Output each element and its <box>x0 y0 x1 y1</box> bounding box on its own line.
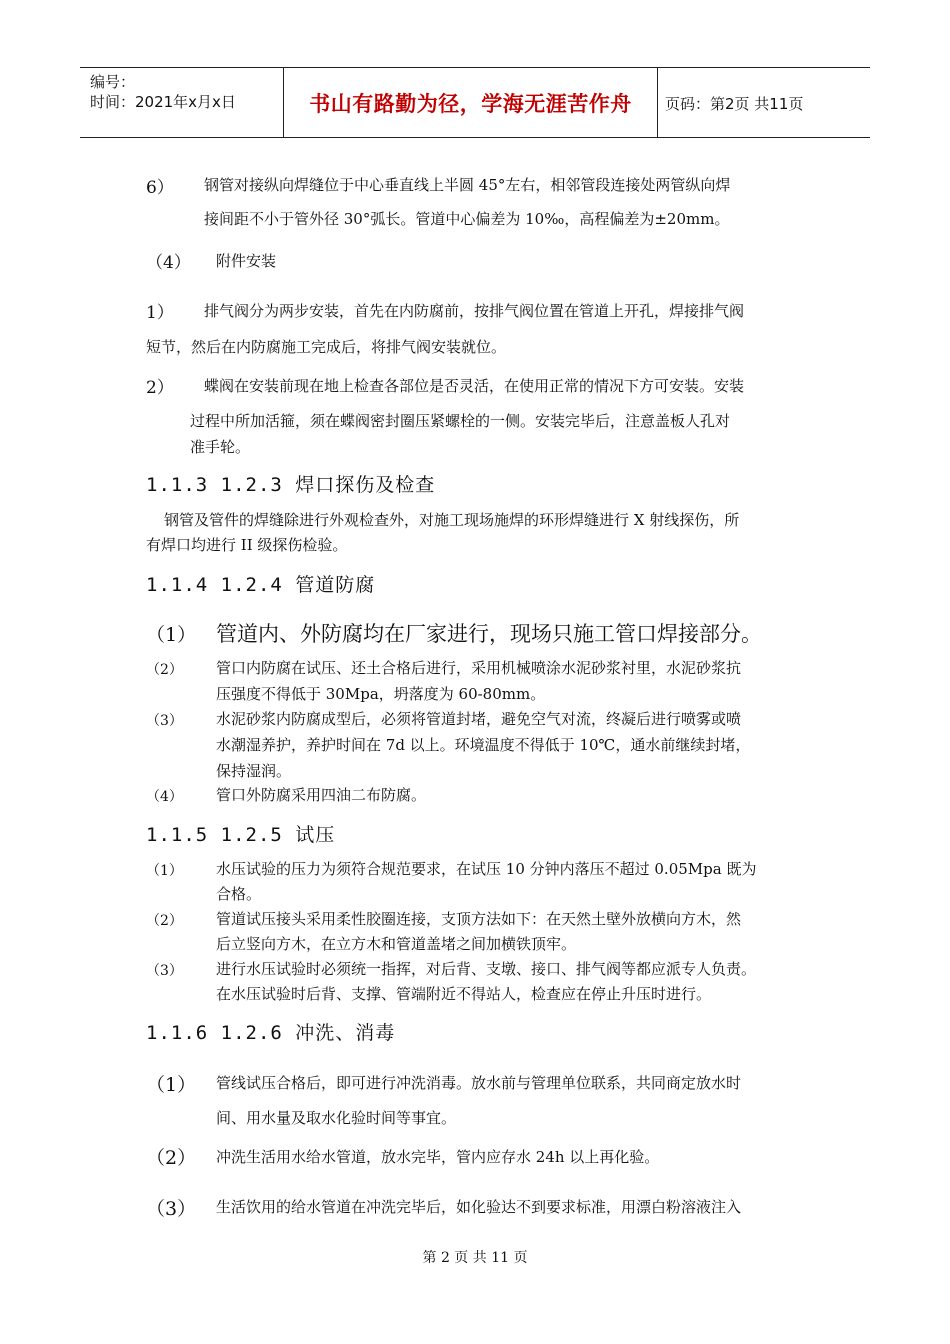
item-number: （3） <box>146 1198 197 1220</box>
paragraph-line: 准手轮。 <box>190 438 251 456</box>
header-divider-2 <box>657 68 658 137</box>
paragraph-line: 短节，然后在内防腐施工完成后，将排气阀安装就位。 <box>146 338 507 356</box>
paragraph-line: 间、用水量及取水化验时间等事宜。 <box>216 1109 457 1127</box>
paragraph-line: 有焊口均进行 II 级探伤检验。 <box>146 536 348 554</box>
section-heading: 1.1.6 1.2.6 冲洗、消毒 <box>146 1022 396 1044</box>
page-number-label: 页码：第2页 共11页 <box>665 95 804 113</box>
item-number: （2） <box>146 662 183 678</box>
paragraph-line: 接间距不小于管外径 30°弧长。管道中心偏差为 10‰，高程偏差为±20mm。 <box>204 210 730 228</box>
section-heading: 1.1.5 1.2.5 试压 <box>146 824 336 846</box>
section-number: （4） <box>146 253 191 273</box>
paragraph-line: 管线试压合格后，即可进行冲洗消毒。放水前与管理单位联系，共同商定放水时 <box>216 1074 742 1092</box>
paragraph-line: 管道内、外防腐均在厂家进行，现场只施工管口焊接部分。 <box>216 622 762 646</box>
paragraph-line: 水压试验的压力为须符合规范要求，在试压 10 分钟内落压不超过 0.05Mpa 既为 <box>216 860 757 878</box>
item-number: 1） <box>146 303 174 323</box>
page-footer: 第 2 页 共 11 页 <box>422 1250 528 1266</box>
paragraph-line: 排气阀分为两步安装，首先在内防腐前，按排气阀位置在管道上开孔，焊接排气阀 <box>204 302 745 320</box>
item-number: （4） <box>146 789 183 805</box>
paragraph-line: 管道试压接头采用柔性胶圈连接，支顶方法如下：在天然土壁外放横向方木，然 <box>216 910 742 928</box>
serial-label: 编号： <box>90 73 136 91</box>
paragraph-line: 冲洗生活用水给水管道，放水完毕，管内应存水 24h 以上再化验。 <box>216 1148 660 1166</box>
paragraph-line: 保持湿润。 <box>216 762 292 780</box>
item-number: （3） <box>146 963 183 979</box>
header-motto: 书山有路勤为径，学海无涯苦作舟 <box>309 91 632 116</box>
item-number: 2） <box>146 378 174 398</box>
paragraph-line: 管口外防腐采用四油二布防腐。 <box>216 786 427 804</box>
paragraph-line: 后立竖向方木，在立方木和管道盖堵之间加横铁顶牢。 <box>216 935 577 953</box>
paragraph-line: 生活饮用的给水管道在冲洗完毕后，如化验达不到要求标准，用漂白粉溶液注入 <box>216 1198 742 1216</box>
item-number: （2） <box>146 913 183 929</box>
paragraph-line: 蝶阀在安装前现在地上检查各部位是否灵活，在使用正常的情况下方可安装。安装 <box>204 377 745 395</box>
paragraph-line: 合格。 <box>216 885 262 903</box>
item-number: 6） <box>146 178 174 198</box>
time-label: 时间：2021年x月x日 <box>90 93 236 111</box>
paragraph-line: 钢管及管件的焊缝除进行外观检查外，对施工现场施焊的环形焊缝进行 X 射线探伤，所 <box>164 511 740 529</box>
paragraph-line: 水泥砂浆内防腐成型后，必须将管道封堵，避免空气对流，终凝后进行喷雾或喷 <box>216 710 742 728</box>
item-number: （2） <box>146 1147 197 1169</box>
paragraph-line: 管口内防腐在试压、还土合格后进行，采用机械喷涂水泥砂浆衬里，水泥砂浆抗 <box>216 659 742 677</box>
item-number: （1） <box>146 1074 197 1096</box>
section-heading: 1.1.3 1.2.3 焊口探伤及检查 <box>146 474 436 496</box>
paragraph-line: 过程中所加活箍，须在蝶阀密封圈压紧螺栓的一侧。安装完毕后，注意盖板人孔对 <box>190 412 731 430</box>
section-heading: 1.1.4 1.2.4 管道防腐 <box>146 574 376 596</box>
header-meta <box>90 72 236 112</box>
paragraph-line: 在水压试验时后背、支撑、管端附近不得站人，检查应在停止升压时进行。 <box>216 985 712 1003</box>
section-title: 附件安装 <box>216 252 277 270</box>
paragraph-line: 压强度不得低于 30Mpa，坍落度为 60-80mm。 <box>216 685 546 703</box>
paragraph-line: 水潮湿养护，养护时间在 7d 以上。环境温度不得低于 10℃，通水前继续封堵， <box>216 736 751 754</box>
item-number: （1） <box>146 624 197 646</box>
paragraph-line: 钢管对接纵向焊缝位于中心垂直线上半圆 45°左右，相邻管段连接处两管纵向焊 <box>204 176 731 194</box>
item-number: （1） <box>146 863 183 879</box>
item-number: （3） <box>146 713 183 729</box>
page-header-table <box>80 67 870 138</box>
paragraph-line: 进行水压试验时必须统一指挥，对后背、支墩、接口、排气阀等都应派专人负责。 <box>216 960 757 978</box>
